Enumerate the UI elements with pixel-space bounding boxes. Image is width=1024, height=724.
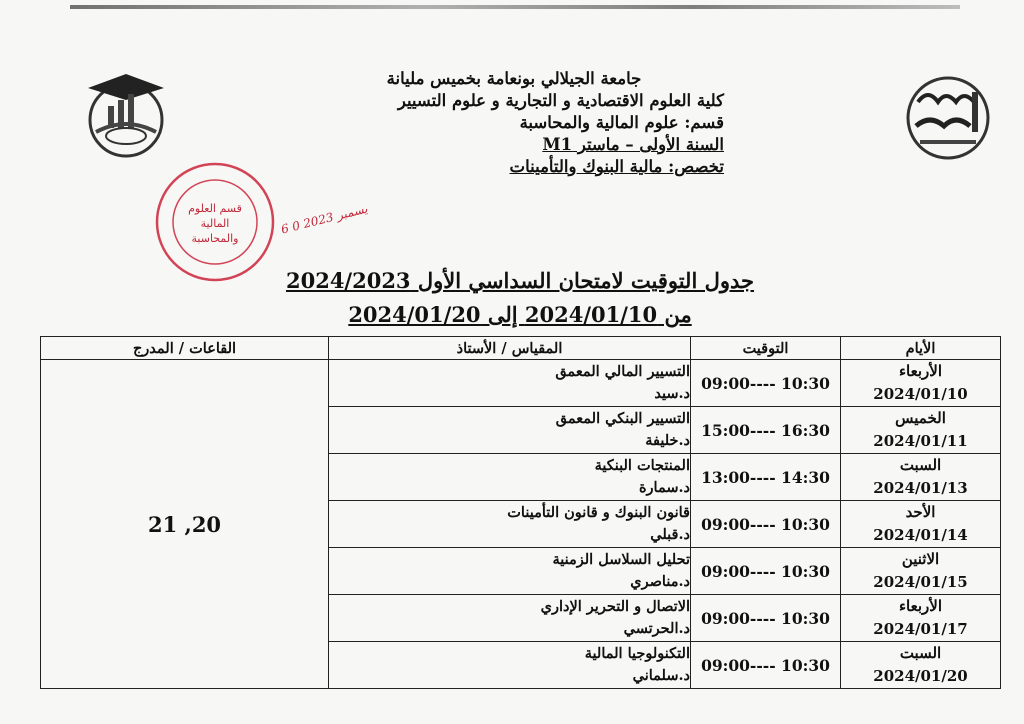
header-subject: المقياس / الأستاذ xyxy=(329,337,691,360)
subject-cell xyxy=(329,642,691,689)
teacher-name: د.سمارة xyxy=(638,479,690,496)
day-date: 2024/01/17 xyxy=(873,620,968,638)
time-cell xyxy=(691,360,841,407)
teacher-name: د.مناصري xyxy=(630,573,690,590)
header-halls: القاعات / المدرج xyxy=(41,337,329,360)
day-cell xyxy=(841,360,1001,407)
subject-cell xyxy=(329,595,691,642)
day-date: 2024/01/10 xyxy=(873,385,968,403)
subject-cell xyxy=(329,548,691,595)
stamp-date: 6 0 يسمبر 2023 xyxy=(279,201,369,237)
table-header-row xyxy=(41,337,1001,360)
day-cell xyxy=(841,454,1001,501)
day-name: الخميس xyxy=(895,409,946,427)
day-name: الأحد xyxy=(905,503,936,521)
exam-schedule-table xyxy=(40,336,1001,689)
study-year: السنة الأولى – ماستر M1 xyxy=(542,135,724,154)
day-cell xyxy=(841,642,1001,689)
subject-name: التكنولوجيا المالية xyxy=(584,645,690,662)
document-header xyxy=(244,68,724,178)
svg-text:والمحاسبة: والمحاسبة xyxy=(191,232,239,245)
table-row xyxy=(41,360,1001,407)
day-cell xyxy=(841,501,1001,548)
subject-name: قانون البنوك و قانون التأمينات xyxy=(507,504,690,521)
day-name: الاثنين xyxy=(901,550,940,568)
faculty-name: كلية العلوم الاقتصادية و التجارية و علوم التسيير xyxy=(397,91,724,110)
subject-name: الاتصال و التحرير الإداري xyxy=(540,598,690,615)
subject-cell xyxy=(329,407,691,454)
svg-text:قسم العلوم: قسم العلوم xyxy=(188,202,242,215)
day-name: الأربعاء xyxy=(898,362,942,380)
day-date: 2024/01/14 xyxy=(873,526,968,544)
subject-cell xyxy=(329,501,691,548)
day-date: 2024/01/11 xyxy=(873,432,968,450)
day-name: السبت xyxy=(899,456,942,474)
university-logo-icon xyxy=(890,72,996,162)
subject-name: تحليل السلاسل الزمنية xyxy=(552,551,690,568)
time-cell xyxy=(691,407,841,454)
day-date: 2024/01/13 xyxy=(873,479,968,497)
teacher-name: د.قبلي xyxy=(650,526,690,543)
teacher-name: د.الحرتسي xyxy=(623,620,690,637)
department-name: قسم: علوم المالية والمحاسبة xyxy=(519,113,724,132)
time-value: 13:00---- 14:30 xyxy=(701,467,830,487)
subject-cell xyxy=(329,360,691,407)
day-date: 2024/01/20 xyxy=(873,667,968,685)
teacher-name: د.سلماني xyxy=(632,667,690,684)
time-cell xyxy=(691,595,841,642)
teacher-name: د.سيد xyxy=(654,385,690,402)
halls-cell: 20, 21 xyxy=(41,360,329,689)
time-value: 09:00---- 10:30 xyxy=(701,608,830,628)
time-value: 09:00---- 10:30 xyxy=(701,514,830,534)
scan-artifact-line xyxy=(70,5,960,9)
time-cell xyxy=(691,548,841,595)
time-value: 09:00---- 10:30 xyxy=(701,373,830,393)
time-value: 15:00---- 16:30 xyxy=(701,420,830,440)
time-value: 09:00---- 10:30 xyxy=(701,655,830,675)
day-name: السبت xyxy=(899,644,942,662)
subject-name: المنتجات البنكية xyxy=(594,457,690,474)
time-cell xyxy=(691,454,841,501)
time-cell xyxy=(691,501,841,548)
day-name: الأربعاء xyxy=(898,597,942,615)
day-cell xyxy=(841,548,1001,595)
faculty-logo-icon xyxy=(78,70,174,162)
header-time: التوقيت xyxy=(691,337,841,360)
specialty: تخصص: مالية البنوك والتأمينات xyxy=(509,157,724,176)
schedule-title: جدول التوقيت لامتحان السداسي الأول 2024/2023 xyxy=(285,268,755,293)
university-name: جامعة الجيلالي بونعامة بخميس مليانة xyxy=(386,69,642,88)
day-cell xyxy=(841,407,1001,454)
day-cell xyxy=(841,595,1001,642)
subject-name: التسيير البنكي المعمق xyxy=(555,410,690,427)
time-cell xyxy=(691,642,841,689)
time-value: 09:00---- 10:30 xyxy=(701,561,830,581)
subject-cell xyxy=(329,454,691,501)
svg-text:المالية: المالية xyxy=(200,217,230,230)
schedule-date-range: من 2024/01/10 إلى 2024/01/20 xyxy=(348,302,692,327)
subject-name: التسيير المالي المعمق xyxy=(555,363,690,380)
teacher-name: د.خليفة xyxy=(645,432,690,449)
day-date: 2024/01/15 xyxy=(873,573,968,591)
header-days: الأيام xyxy=(841,337,1001,360)
